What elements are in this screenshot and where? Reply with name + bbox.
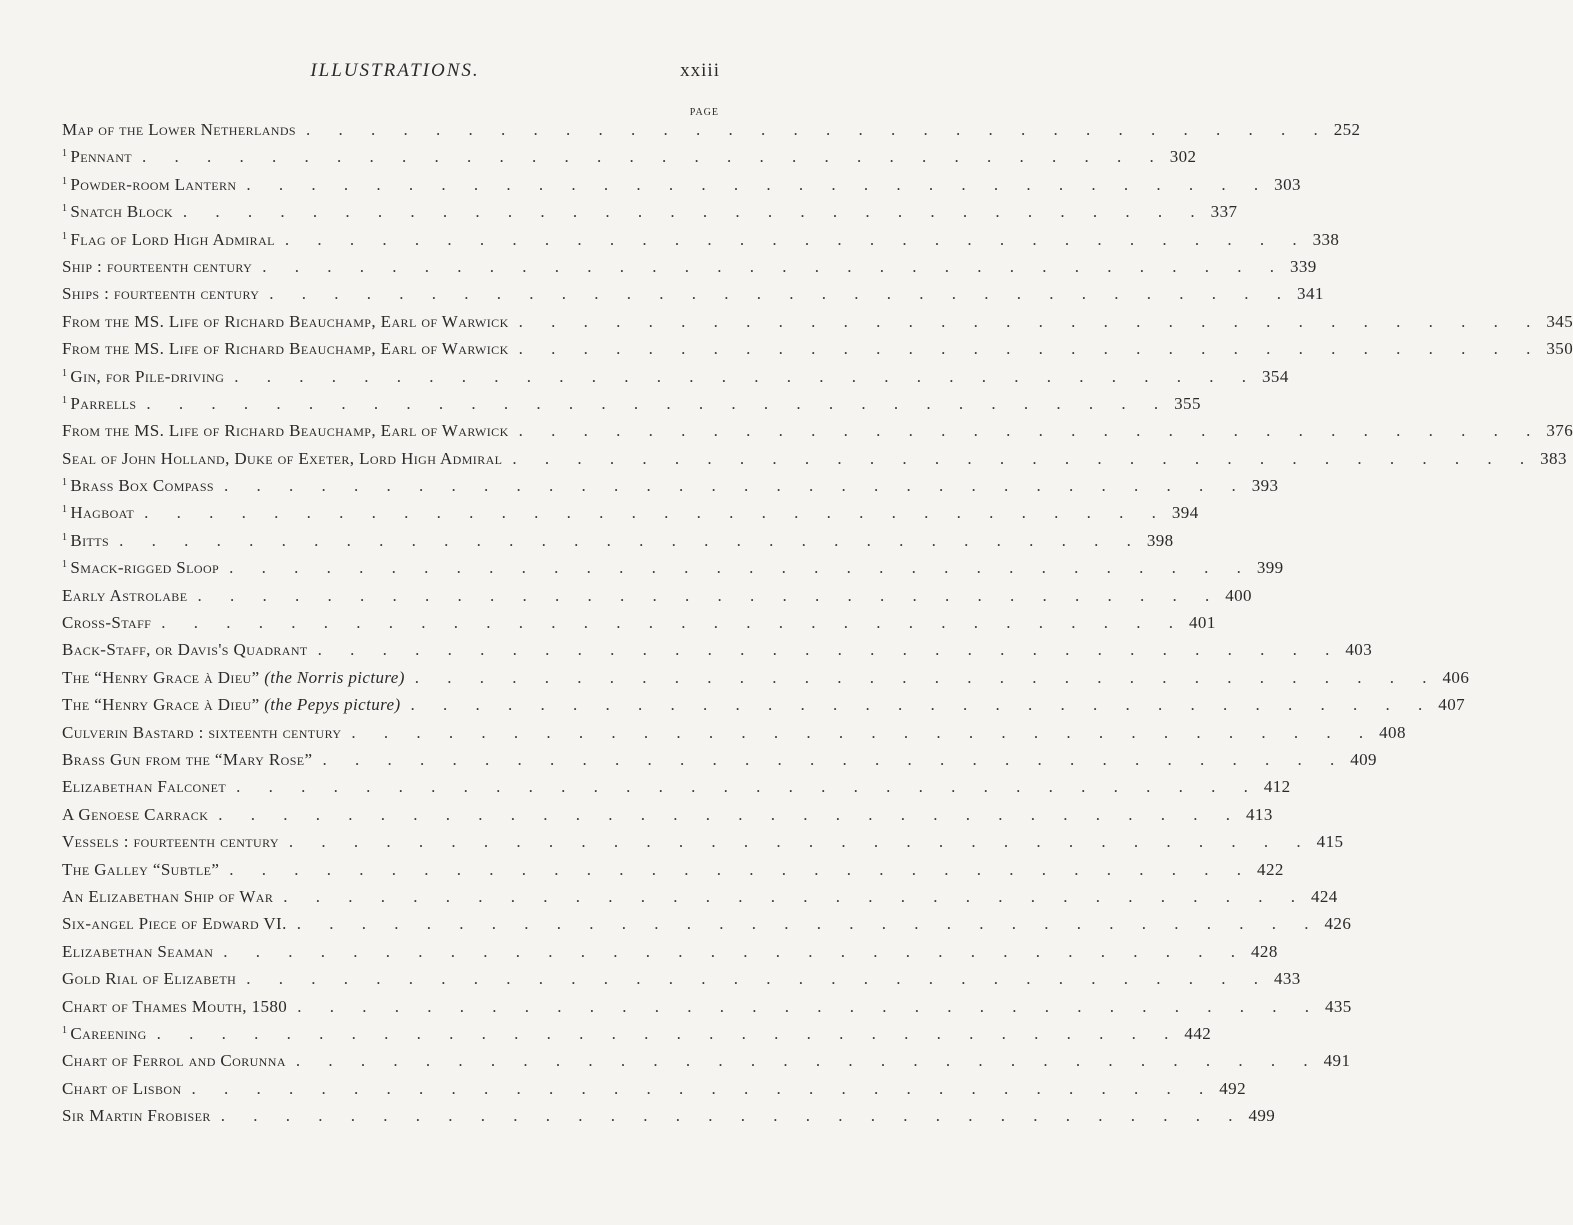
entry-title: Careening <box>70 1023 147 1043</box>
entry-page-number: 303 <box>1274 174 1301 194</box>
dot-leader: . . . . . . . . . . . . . . . . . . . . . . . . . . . . . . . . <box>284 229 1309 249</box>
entry-title: Back-Staff, or Davis's Quadrant <box>62 640 308 660</box>
list-item <box>62 749 1377 777</box>
entry-page-number: 337 <box>1210 202 1238 222</box>
entry-page-number: 355 <box>1174 393 1201 413</box>
dot-leader: . . . . . . . . . . . . . . . . . . . . . . . . . . . . . . . . <box>246 969 1270 989</box>
entry-title: Six-angel Piece of Edward VI. <box>62 914 287 934</box>
entry-page-number: 403 <box>1345 640 1373 660</box>
list-item <box>62 503 1199 530</box>
list-item <box>62 311 1573 339</box>
footnote-mark: 1 <box>62 175 68 187</box>
list-item <box>62 256 1317 284</box>
footnote-mark: 1 <box>62 531 68 543</box>
footnote-mark: 1 <box>62 477 68 489</box>
entry-title: Ship : fourteenth century <box>62 256 253 276</box>
running-head <box>70 60 720 90</box>
entry-note: (the Norris picture) <box>264 667 405 687</box>
dot-leader: . . . . . . . . . . . . . . . . . . . . . . . . . . . . . . . . <box>283 886 1307 906</box>
dot-leader: . . . . . . . . . . . . . . . . . . . . . . . . . . . . . . . . <box>229 558 1253 578</box>
footnote-mark: 1 <box>62 559 68 571</box>
page-column-label: PAGE <box>689 107 719 118</box>
dot-leader: . . . . . . . . . . . . . . . . . . . . . . . . . . . . . . . . <box>246 174 1271 194</box>
list-item <box>62 914 1352 941</box>
entry-title: Sir Martin Frobiser <box>62 1106 211 1126</box>
entry-title: Snatch Block <box>70 202 173 222</box>
entry-title: Bitts <box>70 530 110 550</box>
entry-page-number: 415 <box>1316 832 1344 852</box>
entry-page-number: 424 <box>1311 886 1338 906</box>
entry-page-number: 422 <box>1257 859 1284 879</box>
entry-page-number: 350 <box>1546 339 1573 359</box>
entry-page-number: 399 <box>1256 558 1284 578</box>
entry-title: From the MS. Life of Richard Beauchamp, Earl of Warwick <box>62 311 509 331</box>
list-item <box>62 667 1470 695</box>
entry-page-number: 394 <box>1171 503 1199 523</box>
list-item <box>62 832 1344 859</box>
dot-leader: . . . . . . . . . . . . . . . . . . . . . . . . . . . . . . . . <box>297 996 1321 1016</box>
entry-title: Chart of Ferrol and Corunna <box>62 1051 286 1071</box>
entry-page-number: 442 <box>1184 1023 1212 1043</box>
dot-leader: . . . . . . . . . . . . . . . . . . . . . . . . . . . . . . . . <box>317 640 1342 660</box>
entry-title: Culverin Bastard : sixteenth century <box>62 722 342 742</box>
footnote-mark: 1 <box>62 148 68 160</box>
dot-leader: . . . . . . . . . . . . . . . . . . . . . . . . . . . . . . . . <box>229 859 1254 879</box>
illustrations-list <box>62 120 1573 1133</box>
entry-page-number: 345 <box>1546 311 1573 331</box>
dot-leader: . . . . . . . . . . . . . . . . . . . . . . . . . . . . . . . . <box>295 1051 1320 1071</box>
list-item <box>62 585 1252 613</box>
entry-page-number: 302 <box>1169 147 1197 167</box>
list-item <box>62 339 1573 366</box>
entry-page-number: 383 <box>1540 448 1567 468</box>
dot-leader: . . . . . . . . . . . . . . . . . . . . . . . . . . . . . . . . <box>512 448 1537 468</box>
entry-page-number: 433 <box>1273 969 1301 989</box>
entry-page-number: 376 <box>1546 421 1573 441</box>
dot-leader: . . . . . . . . . . . . . . . . . . . . . . . . . . . . . . . . <box>218 804 1243 824</box>
list-item <box>62 613 1216 640</box>
dot-leader: . . . . . . . . . . . . . . . . . . . . . . . . . . . . . . . . <box>224 476 1248 496</box>
dot-leader: . . . . . . . . . . . . . . . . . . . . . . . . . . . . . . . . <box>322 749 1347 769</box>
entry-title: Early Astrolabe <box>62 585 188 605</box>
running-title: ILLUSTRATIONS. <box>310 60 480 81</box>
list-item <box>62 969 1301 996</box>
footnote-mark: 1 <box>62 230 68 242</box>
entry-page-number: 398 <box>1146 530 1174 550</box>
entry-page-number: 428 <box>1251 941 1278 961</box>
entry-page-number: 401 <box>1189 613 1216 633</box>
dot-leader: . . . . . . . . . . . . . . . . . . . . . . . . . . . . . . . . <box>161 613 1186 633</box>
entry-page-number: 499 <box>1248 1106 1276 1126</box>
entry-page-number: 341 <box>1297 284 1324 304</box>
entry-page-number: 408 <box>1379 722 1406 742</box>
dot-leader: . . . . . . . . . . . . . . . . . . . . . . . . . . . . . . . . <box>410 695 1435 715</box>
footnote-mark: 1 <box>62 203 68 215</box>
list-item <box>62 941 1278 969</box>
list-item <box>62 1051 1351 1078</box>
list-item <box>62 284 1324 311</box>
dot-leader: . . . . . . . . . . . . . . . . . . . . . . . . . . . . . . . . <box>146 393 1171 413</box>
entry-title: Brass Gun from the “Mary Rose” <box>62 749 313 769</box>
entry-title: Pennant <box>70 147 132 167</box>
dot-leader: . . . . . . . . . . . . . . . . . . . . . . . . . . . . . . . . <box>414 667 1439 687</box>
list-item <box>62 448 1567 476</box>
entry-note: (the Pepys picture) <box>264 695 401 715</box>
entry-title: The “Henry Grace à Dieu” (the Pepys picture) <box>62 695 401 715</box>
list-item <box>62 229 1340 257</box>
entry-page-number: 413 <box>1246 804 1273 824</box>
entry-page-number: 412 <box>1263 777 1291 797</box>
list-item <box>62 366 1289 394</box>
entry-title: Chart of Lisbon <box>62 1078 182 1098</box>
footnote-mark: 1 <box>62 394 68 406</box>
page-number: xxiii <box>680 60 720 81</box>
dot-leader: . . . . . . . . . . . . . . . . . . . . . . . . . . . . . . . . <box>262 256 1286 276</box>
entry-title: Parrells <box>70 393 137 413</box>
list-item <box>62 476 1279 503</box>
dot-leader: . . . . . . . . . . . . . . . . . . . . . . . . . . . . . . . . <box>518 339 1543 359</box>
entry-title: Vessels : fourteenth century <box>62 832 279 852</box>
list-item <box>62 859 1284 887</box>
entry-title: The Galley “Subtle” <box>62 859 220 879</box>
dot-leader: . . . . . . . . . . . . . . . . . . . . . . . . . . . . . . . . <box>296 914 1321 934</box>
list-item <box>62 1106 1276 1133</box>
entry-page-number: 435 <box>1324 996 1352 1016</box>
entry-title: Smack-rigged Sloop <box>70 558 220 578</box>
dot-leader: . . . . . . . . . . . . . . . . . . . . . . . . . . . . . . . . <box>144 503 1168 523</box>
footnote-mark: 1 <box>62 504 68 516</box>
list-item <box>62 202 1238 229</box>
list-item <box>62 147 1197 174</box>
dot-leader: . . . . . . . . . . . . . . . . . . . . . . . . . . . . . . . . <box>119 530 1143 550</box>
dot-leader: . . . . . . . . . . . . . . . . . . . . . . . . . . . . . . . . <box>518 311 1543 331</box>
dot-leader: . . . . . . . . . . . . . . . . . . . . . . . . . . . . . . . . <box>220 1106 1245 1126</box>
list-item <box>62 804 1273 832</box>
dot-leader: . . . . . . . . . . . . . . . . . . . . . . . . . . . . . . . . <box>236 777 1260 797</box>
entry-title: Cross-Staff <box>62 613 152 633</box>
entry-title: Gold Rial of Elizabeth <box>62 969 237 989</box>
entry-title: Powder-room Lantern <box>70 174 237 194</box>
entry-title: Brass Box Compass <box>70 476 214 496</box>
entry-title: From the MS. Life of Richard Beauchamp, Earl of Warwick <box>62 421 509 441</box>
entry-title: The “Henry Grace à Dieu” (the Norris picture) <box>62 667 405 687</box>
entry-page-number: 252 <box>1333 120 1361 139</box>
dot-leader: . . . . . . . . . . . . . . . . . . . . . . . . . . . . . . . . <box>518 421 1543 441</box>
list-item <box>62 393 1201 421</box>
entry-page-number: 492 <box>1219 1078 1246 1098</box>
list-item <box>62 421 1573 448</box>
entry-title: Ships : fourteenth century <box>62 284 260 304</box>
entry-page-number: 338 <box>1312 229 1340 249</box>
dot-leader: . . . . . . . . . . . . . . . . . . . . . . . . . . . . . . . . <box>351 722 1376 742</box>
entry-title: Gin, for Pile-driving <box>70 366 225 386</box>
dot-leader: . . . . . . . . . . . . . . . . . . . . . . . . . . . . . . . . <box>156 1023 1181 1043</box>
list-item <box>62 558 1284 585</box>
entry-page-number: 491 <box>1323 1051 1351 1071</box>
entry-title: From the MS. Life of Richard Beauchamp, Earl of Warwick <box>62 339 509 359</box>
entry-title: Seal of John Holland, Duke of Exeter, Lord High Admiral <box>62 448 503 468</box>
dot-leader: . . . . . . . . . . . . . . . . . . . . . . . . . . . . . . . . <box>197 585 1222 605</box>
list-item <box>62 886 1338 914</box>
entry-page-number: 407 <box>1438 695 1465 715</box>
dot-leader: . . . . . . . . . . . . . . . . . . . . . . . . . . . . . . . . <box>182 202 1207 222</box>
list-item <box>62 120 1361 147</box>
entry-page-number: 339 <box>1289 256 1317 276</box>
dot-leader: . . . . . . . . . . . . . . . . . . . . . . . . . . . . . . . . <box>223 941 1248 961</box>
list-item <box>62 174 1301 202</box>
list-item <box>62 996 1352 1024</box>
list-item <box>62 1078 1246 1106</box>
list-item <box>62 640 1373 667</box>
entry-title: Elizabethan Seaman <box>62 941 214 961</box>
dot-leader: . . . . . . . . . . . . . . . . . . . . . . . . . . . . . . . . <box>269 284 1294 304</box>
dot-leader: . . . . . . . . . . . . . . . . . . . . . . . . . . . . . . . . <box>191 1078 1216 1098</box>
list-item <box>62 722 1406 750</box>
entry-title: Elizabethan Falconet <box>62 777 227 797</box>
entry-page-number: 406 <box>1442 667 1470 687</box>
dot-leader: . . . . . . . . . . . . . . . . . . . . . . . . . . . . . . . . <box>288 832 1313 852</box>
footnote-mark: 1 <box>62 367 68 379</box>
entry-title: An Elizabethan Ship of War <box>62 886 274 906</box>
entry-title: Map of the Lower Netherlands <box>62 120 296 139</box>
entry-page-number: 354 <box>1262 366 1289 386</box>
list-item <box>62 777 1291 804</box>
entry-page-number: 426 <box>1324 914 1352 934</box>
list-item <box>62 1023 1212 1051</box>
entry-page-number: 409 <box>1350 749 1377 769</box>
dot-leader: . . . . . . . . . . . . . . . . . . . . . . . . . . . . . . . . <box>234 366 1259 386</box>
entry-title: Flag of Lord High Admiral <box>70 229 275 249</box>
footnote-mark: 1 <box>62 1024 68 1036</box>
dot-leader: . . . . . . . . . . . . . . . . . . . . . . . . . . . . . . . . <box>305 120 1330 139</box>
dot-leader: . . . . . . . . . . . . . . . . . . . . . . . . . . . . . . . . <box>142 147 1166 167</box>
entry-page-number: 393 <box>1251 476 1279 496</box>
entry-title: Hagboat <box>70 503 135 523</box>
entry-page-number: 400 <box>1225 585 1252 605</box>
entry-title: A Genoese Carrack <box>62 804 209 824</box>
entry-title: Chart of Thames Mouth, 1580 <box>62 996 288 1016</box>
list-item <box>62 695 1465 722</box>
list-item <box>62 530 1174 558</box>
